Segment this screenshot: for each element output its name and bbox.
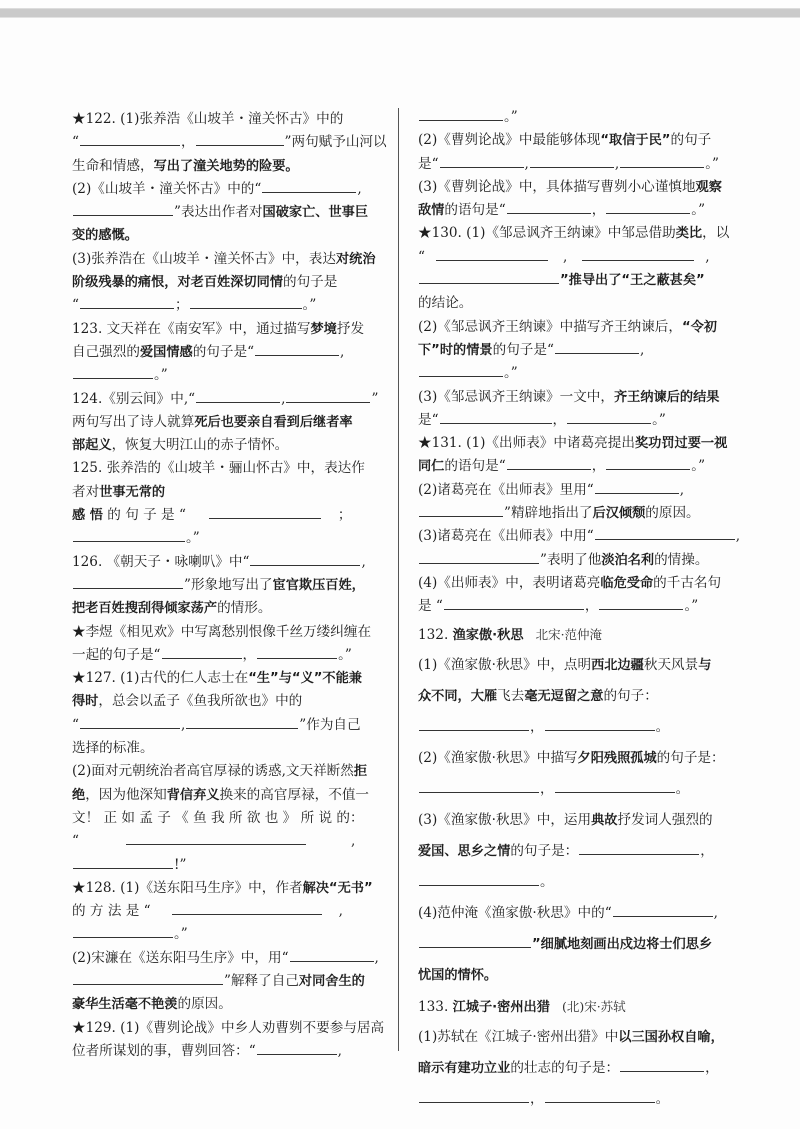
answer-blank[interactable] <box>545 1088 655 1103</box>
q128-p2-line2: ”解释了自己对同舍生的 <box>72 970 388 993</box>
answer-blank[interactable] <box>440 409 552 424</box>
answer-blank[interactable] <box>419 933 531 948</box>
answer-blank[interactable] <box>73 854 173 869</box>
answer-blank[interactable] <box>444 595 584 610</box>
answer-blank[interactable] <box>255 341 339 356</box>
answer-blank[interactable] <box>545 716 655 731</box>
answer-blank[interactable] <box>73 201 173 216</box>
answer-blank[interactable] <box>419 1088 529 1103</box>
q129-cont-line: 。” <box>418 106 734 129</box>
answer-blank[interactable] <box>595 525 735 540</box>
q127-line1: ★127. (1)古代的仁人志士在“生”与“义”不能兼 <box>72 670 362 687</box>
q122-p2-line1: (2)《山坡羊・潼关怀古》中的“ , <box>72 178 388 201</box>
q133-title: 133. 江城子·密州出猎 (北)宋·苏轼 <box>418 998 626 1015</box>
q128-p2-line1: (2)宋濂在《送东阳马生序》中，用“ , <box>72 947 388 970</box>
q132-p1-line2: 众不同，大雁飞去毫无逗留之意的句子： <box>418 687 658 704</box>
answer-blank[interactable] <box>620 153 704 168</box>
q-liyu-line2: 一起的句子是“ ， 。” <box>72 644 388 667</box>
answer-blank[interactable] <box>126 830 306 845</box>
q133-p1-line2: 暗示有建功立业的壮志的句子是： ， <box>418 1053 734 1084</box>
answer-blank[interactable] <box>73 364 153 379</box>
q131-p3-line1: (3)诸葛亮在《出师表》中用“ , <box>418 525 734 548</box>
answer-blank[interactable] <box>286 388 370 403</box>
q128-line1: ★128. (1)《送东阳马生序》中，作者解决“无书” <box>72 879 373 896</box>
q122-p3-line2: 阶级残暴的痛恨，对老百姓深切同情的句子是 <box>72 274 338 291</box>
answer-blank[interactable] <box>419 871 539 886</box>
answer-blank[interactable] <box>595 479 679 494</box>
answer-blank[interactable] <box>507 455 591 470</box>
q132-p4-line2: ”细腻地刻画出戍边将士们思乡 <box>418 929 734 960</box>
q122-p2-line2: ”表达出作者对国破家亡、世事巨 <box>72 201 388 224</box>
answer-blank[interactable] <box>606 455 690 470</box>
answer-blank[interactable] <box>567 409 651 424</box>
answer-blank[interactable] <box>80 294 174 309</box>
q130-p2-line1: (2)《邹忌讽齐王纳谏》中描写齐王纳谏后，“令初 <box>418 318 717 335</box>
q132-p4-line3: 忧国的情怀。 <box>418 967 498 983</box>
answer-blank[interactable] <box>579 840 699 855</box>
answer-blank[interactable] <box>555 778 675 793</box>
q130-p2-line3: 。” <box>418 362 734 385</box>
q130-p3-line1: (3)《邹忌讽齐王纳谏》一文中，齐王纳谏后的结果 <box>418 388 720 405</box>
answer-blank[interactable] <box>73 923 173 938</box>
answer-blank[interactable] <box>419 549 539 564</box>
q131-p2-line2: ”精辟地指出了后汉倾颓的原因。 <box>418 502 734 525</box>
q132-p1-line1: (1)《渔家傲·秋思》中，点明西北边疆秋天风景与 <box>418 656 712 673</box>
answer-blank[interactable] <box>419 778 539 793</box>
answer-blank[interactable] <box>262 178 356 193</box>
answer-blank[interactable] <box>507 199 591 214</box>
answer-blank[interactable] <box>530 153 614 168</box>
answer-blank[interactable] <box>80 714 180 729</box>
q122-p3-line3: “ ； 。” <box>72 294 388 317</box>
top-scroll-bar <box>0 8 800 18</box>
q123-line1: 123. 文天祥在《南安军》中，通过描写梦境抒发 <box>72 320 365 337</box>
q123-line3: 。” <box>72 364 388 387</box>
q131-p2-line1: (2)诸葛亮在《出师表》里用“ , <box>418 479 734 502</box>
q124-line1: 124.《别云间》中,“ , ” <box>72 388 388 411</box>
answer-blank[interactable] <box>419 362 503 377</box>
answer-blank[interactable] <box>80 131 180 146</box>
answer-blank[interactable] <box>419 502 503 517</box>
answer-blank[interactable] <box>257 1040 337 1055</box>
q131-p4-line2: 是 “ ， 。” <box>418 595 734 618</box>
answer-blank[interactable] <box>190 294 302 309</box>
q132-title: 132. 渔家傲·秋思 北宋·范仲淹 <box>418 626 603 643</box>
q131-p3-line2: ”表明了他淡泊名利的情操。 <box>418 549 734 572</box>
q129-p2-line1: (2)《曹刿论战》中最能够体现“取信于民”的句子 <box>418 132 712 149</box>
q122-p3-line1: (3)张养浩在《山坡羊・潼关怀古》中，表达对统治 <box>72 250 376 267</box>
q132-p1-line3: ， 。 <box>418 712 734 743</box>
q128-line2: 的 方 法 是 “ , <box>72 900 388 923</box>
q129-p3-line1: (3)《曹刿论战》中，具体描写曹刿小心谨慎地观察 <box>418 178 722 195</box>
answer-blank[interactable] <box>209 504 321 519</box>
q122-line2: “ ， ”两句赋予山河以 <box>72 131 388 154</box>
q133-p1-line1: (1)苏轼在《江城子·密州出猎》中以三国孙权自喻， <box>418 1028 724 1045</box>
q122-p2-line3: 变的感慨。 <box>72 228 138 244</box>
answer-blank[interactable] <box>613 902 713 917</box>
q132-p4-line1: (4)范仲淹《渔家傲·秋思》中的“ , <box>418 898 734 929</box>
q132-p3-line2: 爱国、思乡之情的句子是： ， <box>418 836 734 867</box>
q131-line1: ★131. (1)《出师表》中诸葛亮提出奖功罚过要一视 <box>418 435 728 452</box>
q124-line2: 两句写出了诗人就算死后也要亲自看到后继者率 <box>72 413 353 430</box>
q-liyu-line1: ★李煜《相见欢》中写离愁别恨像千丝万缕纠缠在 <box>72 623 372 640</box>
answer-blank[interactable] <box>196 131 284 146</box>
q128-line3: 。” <box>72 923 388 946</box>
answer-blank[interactable] <box>172 900 322 915</box>
q130-line3: ”推导出了“王之蔽甚矣” <box>418 269 734 292</box>
answer-blank[interactable] <box>73 574 183 589</box>
answer-blank[interactable] <box>73 527 185 542</box>
q127-p2-line4: “ , <box>72 830 388 853</box>
answer-blank[interactable] <box>162 644 242 659</box>
q129-p3-line2: 敌情的语句是“ ， 。” <box>418 199 734 222</box>
q129-line2: 位者所谋划的事，曹刿回答：“ , <box>72 1040 388 1063</box>
q130-line2: “ , , <box>418 246 734 269</box>
answer-blank[interactable] <box>73 970 223 985</box>
right-column <box>418 106 741 1115</box>
q123-line2: 自己强烈的爱国情感的句子是“ , <box>72 341 388 364</box>
q122-line1: ★122. (1)张养浩《山坡羊・潼关怀古》中的 <box>72 111 344 127</box>
q132-p3-line3: 。 <box>418 867 734 898</box>
q132-p2-line1: (2)《渔家傲·秋思》中描写夕阳残照孤城的句子是： <box>418 749 725 766</box>
q130-p2-line2: 下”时的情景的句子是“ , <box>418 339 734 362</box>
q125-line3: 感 悟 的 句 子 是 “ ； <box>72 504 388 527</box>
q133-p1-line3: ， 。 <box>418 1084 734 1115</box>
q125-line1: 125. 张养浩的《山坡羊・骊山怀古》中，表达作 <box>72 460 365 477</box>
q126-line1: 126. 《朝天子・咏喇叭》中“ , <box>72 551 388 574</box>
answer-blank[interactable] <box>196 388 280 403</box>
q127-line4: 选择的标准。 <box>72 740 154 757</box>
left-column <box>72 108 388 1063</box>
q126-line3: 把老百姓搜刮得倾家荡产的情形。 <box>72 600 272 617</box>
answer-blank[interactable] <box>186 714 298 729</box>
answer-blank[interactable] <box>582 246 694 261</box>
q130-line4: 的结论。 <box>418 295 473 312</box>
q125-line4: 。” <box>72 527 388 550</box>
answer-blank[interactable] <box>606 199 690 214</box>
q122-line3: 生命和情感，写出了潼关地势的险要。 <box>72 157 299 174</box>
q127-p2-line2: 绝，因为他深知背信弃义换来的高官厚禄，不值一 <box>72 786 370 803</box>
answer-blank[interactable] <box>599 595 683 610</box>
answer-blank[interactable] <box>436 246 548 261</box>
q132-p3-line1: (3)《渔家傲·秋思》中，运用典故抒发词人强烈的 <box>418 811 713 828</box>
answer-blank[interactable] <box>257 644 337 659</box>
answer-blank[interactable] <box>419 106 503 121</box>
q130-p3-line2: 是“ ， 。” <box>418 409 734 432</box>
answer-blank[interactable] <box>290 947 374 962</box>
column-divider <box>398 108 399 1051</box>
answer-blank[interactable] <box>419 269 559 284</box>
q132-p2-line2: ， 。 <box>418 774 734 805</box>
answer-blank[interactable] <box>555 339 639 354</box>
q129-line1: ★129. (1)《曹刿论战》中乡人劝曹刿不要参与居高 <box>72 1019 385 1036</box>
q127-line2: 得时，总会以孟子《鱼我所欲也》中的 <box>72 693 303 710</box>
answer-blank[interactable] <box>620 1057 704 1072</box>
q126-line2: ”形象地写出了宦官欺压百姓， <box>72 574 388 597</box>
q127-p2-line5: !” <box>72 854 388 877</box>
q129-p2-line2: 是“ , , 。” <box>418 153 734 176</box>
q128-p2-line3: 豪华生活毫不艳羡的原因。 <box>72 996 232 1013</box>
q127-p2-line3: 文！ 正 如 孟 子 《 鱼 我 所 欲 也 》 所 说 的： <box>72 809 364 826</box>
q125-line2: 者对世事无常的 <box>72 483 166 500</box>
answer-blank[interactable] <box>250 551 360 566</box>
q131-p4-line1: (4)《出师表》中，表明诸葛亮临危受命的千古名句 <box>418 574 722 591</box>
q124-line3: 部起义，恢复大明江山的赤子情怀。 <box>72 437 289 454</box>
q131-line2: 同仁的语句是“ ， 。” <box>418 455 734 478</box>
q127-line3: “ , ”作为自己 <box>72 714 388 737</box>
q127-p2-line1: (2)面对元朝统治者高官厚禄的诱惑,文天祥断然拒 <box>72 763 368 780</box>
answer-blank[interactable] <box>440 153 524 168</box>
q130-line1: ★130. (1)《邹忌讽齐王纳谏》中邹忌借助类比，以 <box>418 225 730 242</box>
answer-blank[interactable] <box>419 716 529 731</box>
